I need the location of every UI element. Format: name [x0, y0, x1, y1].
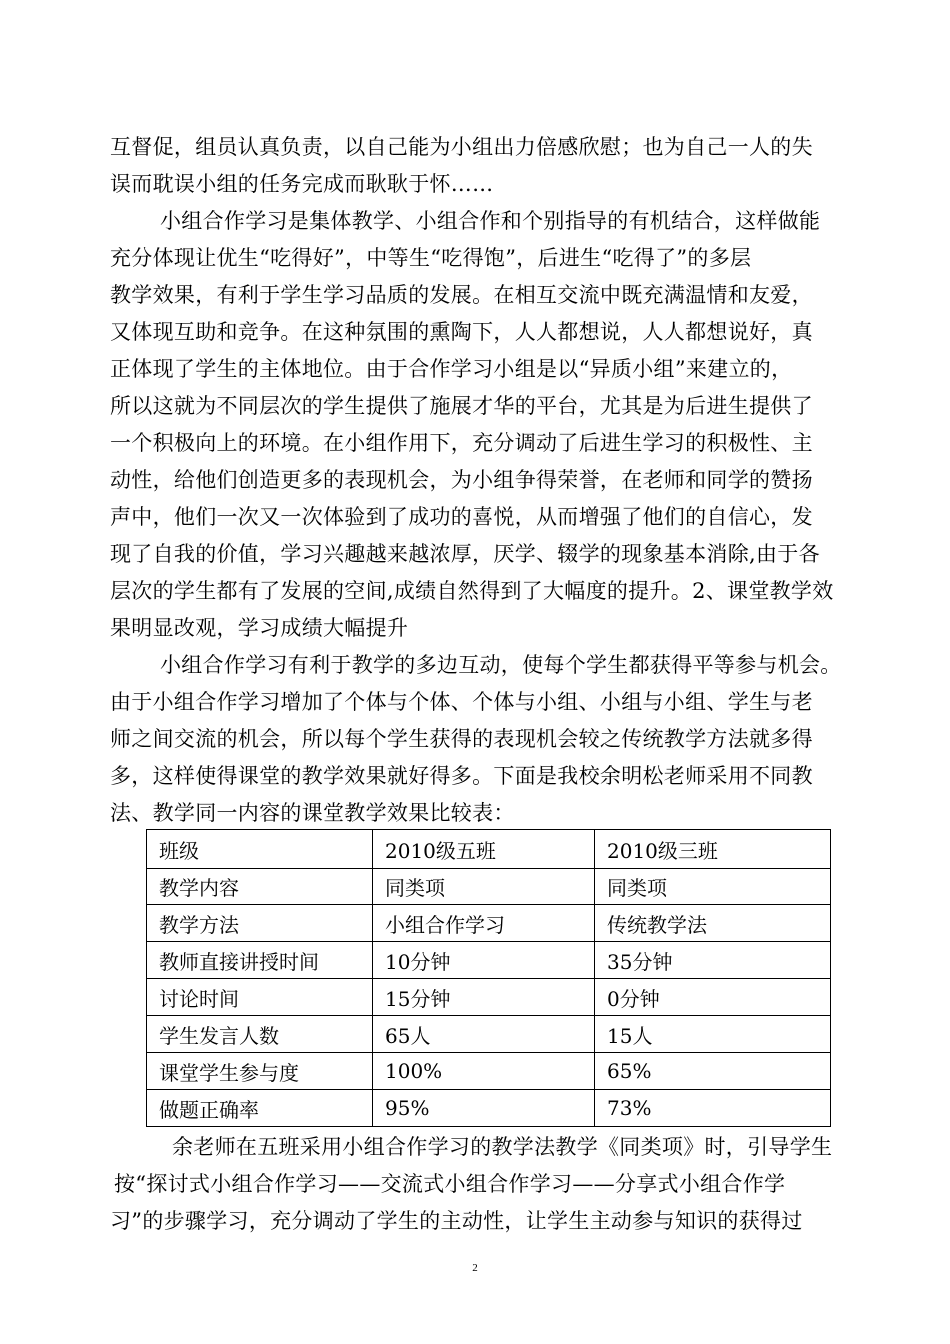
- text-line: 一个积极向上的环境。在小组作用下，充分调动了后进生学习的积极性、主: [110, 431, 813, 455]
- text-line: 现了自我的价值，学习兴趣越来越浓厚，厌学、辍学的现象基本消除,由于各: [110, 542, 820, 566]
- text-line: 法、教学同一内容的课堂教学效果比较表：: [110, 801, 515, 825]
- table-cell: 100%: [373, 1053, 595, 1090]
- table-cell: 小组合作学习: [373, 905, 595, 942]
- table-row: [147, 1016, 831, 1053]
- text-line: 互督促，组员认真负责，以自己能为小组出力倍感欣慰；也为自己一人的失: [110, 135, 813, 159]
- text-line: 由于小组合作学习增加了个体与个体、个体与小组、小组与小组、学生与老: [110, 690, 813, 714]
- text-line: 余老师在五班采用小组合作学习的教学法教学《同类项》时，引导学生: [172, 1135, 833, 1159]
- table-cell: 95%: [373, 1090, 595, 1127]
- text-line: 师之间交流的机会，所以每个学生获得的表现机会较之传统教学方法就多得: [110, 727, 813, 751]
- table-cell: 传统教学法: [595, 905, 831, 942]
- text-line: 充分体现让优生“吃得好”，中等生“吃得饱”，后进生“吃得了”的多层: [110, 246, 752, 270]
- text-line: 误而耽误小组的任务完成而耿耿于怀……: [110, 172, 494, 196]
- table-row: [147, 1053, 831, 1090]
- table-cell: 73%: [595, 1090, 831, 1127]
- table-row: [147, 869, 831, 905]
- table-cell: 讨论时间: [147, 979, 373, 1016]
- text-line: 小组合作学习有利于教学的多边互动，使每个学生都获得平等参与机会。: [160, 653, 842, 677]
- table-cell: 学生发言人数: [147, 1016, 373, 1053]
- table-cell: 15分钟: [373, 979, 595, 1016]
- text-line: 所以这就为不同层次的学生提供了施展才华的平台，尤其是为后进生提供了: [110, 394, 813, 418]
- table-row: [147, 942, 831, 979]
- text-line: 正体现了学生的主体地位。由于合作学习小组是以“异质小组”来建立的，: [110, 357, 793, 381]
- table-header-row: [147, 830, 831, 869]
- text-line: 层次的学生都有了发展的空间,成绩自然得到了大幅度的提升。2、课堂教学效: [110, 579, 834, 603]
- table-cell: 教学内容: [147, 869, 373, 905]
- table-cell: 教学方法: [147, 905, 373, 942]
- table-cell: 65%: [595, 1053, 831, 1090]
- table-cell: 同类项: [595, 869, 831, 905]
- comparison-table: [146, 829, 831, 1127]
- text-line: 果明显改观，学习成绩大幅提升: [110, 616, 409, 640]
- table-cell: 65人: [373, 1016, 595, 1053]
- table-cell: 班级: [147, 830, 373, 869]
- table-cell: 做题正确率: [147, 1090, 373, 1127]
- table-cell: 10分钟: [373, 942, 595, 979]
- text-line: 动性，给他们创造更多的表现机会，为小组争得荣誉，在老师和同学的赞扬: [110, 468, 813, 492]
- table-cell: 教师直接讲授时间: [147, 942, 373, 979]
- table-row: [147, 979, 831, 1016]
- text-line: 习”的步骤学习，充分调动了学生的主动性，让学生主动参与知识的获得过: [110, 1209, 803, 1233]
- table-cell: 35分钟: [595, 942, 831, 979]
- table-row: [147, 1090, 831, 1127]
- table-cell: 0分钟: [595, 979, 831, 1016]
- text-line: 小组合作学习是集体教学、小组合作和个别指导的有机结合，这样做能: [160, 209, 821, 233]
- page-number: 2: [472, 1262, 478, 1274]
- table-cell: 同类项: [373, 869, 595, 905]
- text-line: 声中，他们一次又一次体验到了成功的喜悦，从而增强了他们的自信心，发: [110, 505, 813, 529]
- text-line: 又体现互助和竞争。在这种氛围的熏陶下，人人都想说，人人都想说好，真: [110, 320, 813, 344]
- text-line: 按“探讨式小组合作学习——交流式小组合作学习——分享式小组合作学: [114, 1172, 786, 1196]
- table-cell: 2010级三班: [595, 830, 831, 869]
- table-cell: 课堂学生参与度: [147, 1053, 373, 1090]
- table-row: [147, 905, 831, 942]
- text-line: 教学效果，有利于学生学习品质的发展。在相互交流中既充满温情和友爱，: [110, 283, 813, 307]
- table-cell: 2010级五班: [373, 830, 595, 869]
- text-line: 多，这样使得课堂的教学效果就好得多。下面是我校余明松老师采用不同教: [110, 764, 813, 788]
- table-cell: 15人: [595, 1016, 831, 1053]
